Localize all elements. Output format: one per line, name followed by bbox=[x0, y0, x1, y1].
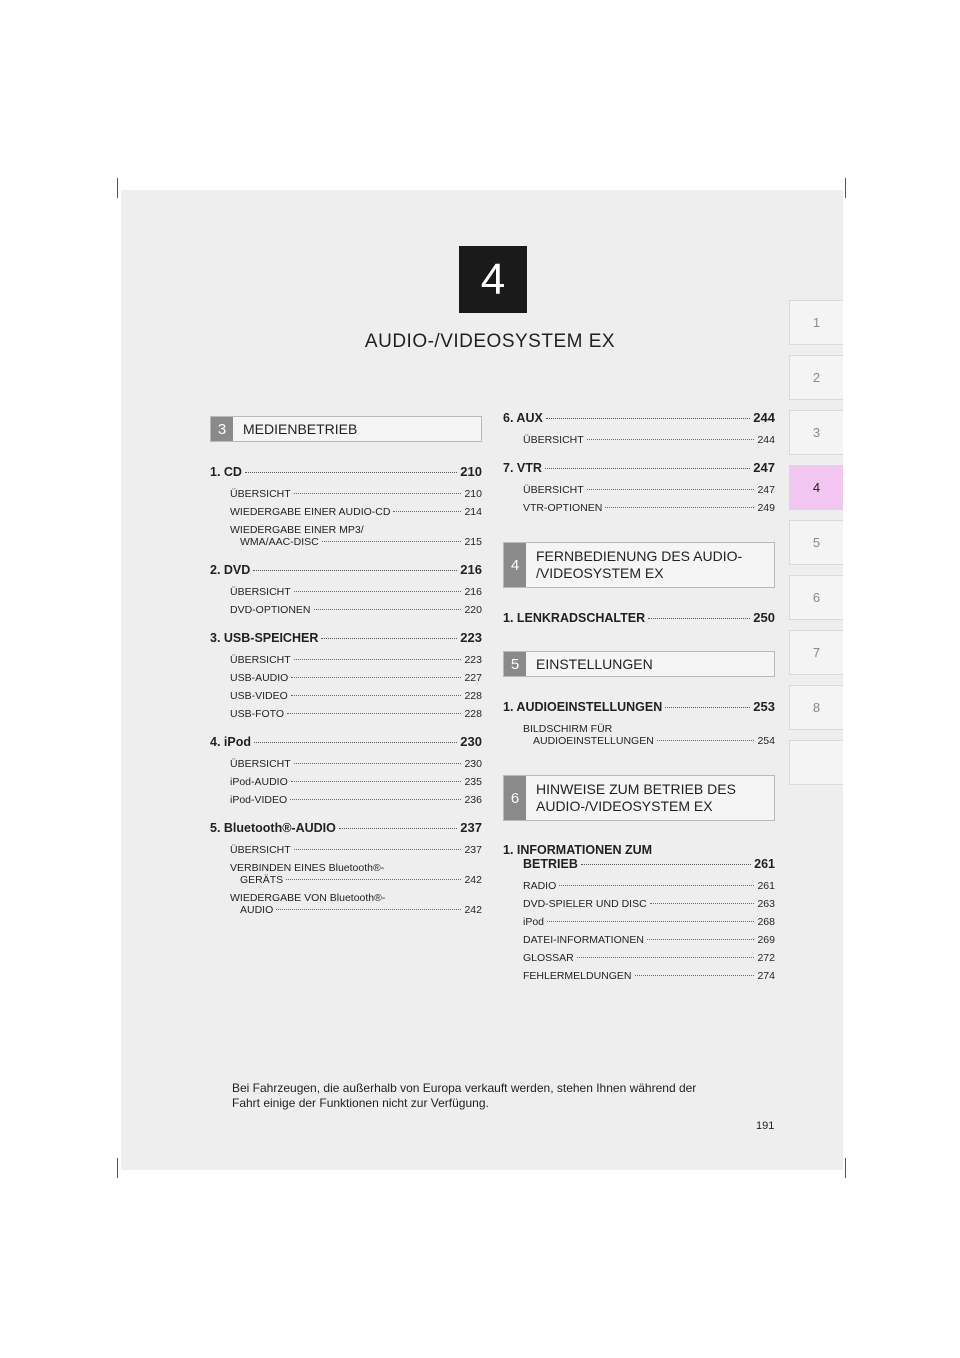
subentry-label: ÜBERSICHT bbox=[523, 434, 584, 446]
tab-4[interactable]: 4 bbox=[789, 465, 843, 510]
entry-label: 4. iPod bbox=[210, 735, 251, 749]
entry-page: 253 bbox=[753, 699, 775, 714]
toc-subentry[interactable] bbox=[523, 898, 775, 910]
entry-label-cont: BETRIEB bbox=[523, 857, 578, 871]
entry-page: 230 bbox=[460, 734, 482, 749]
toc-subentry[interactable] bbox=[230, 506, 482, 518]
crop-mark bbox=[117, 1158, 118, 1178]
subentry-label: iPod bbox=[523, 916, 545, 928]
subentry-page: 242 bbox=[464, 904, 482, 916]
subentry-page: 228 bbox=[464, 690, 482, 702]
crop-mark bbox=[845, 1158, 846, 1178]
tab-8[interactable]: 8 bbox=[789, 685, 843, 730]
toc-entry[interactable] bbox=[503, 610, 775, 625]
toc-subentry[interactable] bbox=[523, 970, 775, 982]
crop-mark bbox=[117, 178, 118, 198]
subentry-page: 216 bbox=[464, 586, 482, 598]
subentry-page: 247 bbox=[757, 484, 775, 496]
toc-subentry[interactable] bbox=[523, 934, 775, 946]
subentry-label: WIEDERGABE EINER MP3/ bbox=[230, 524, 364, 536]
subentry-label: iPod-VIDEO bbox=[230, 794, 288, 806]
page-number: 191 bbox=[756, 1120, 775, 1132]
subentry-label: DVD-SPIELER UND DISC bbox=[523, 898, 647, 910]
toc-entry[interactable] bbox=[210, 734, 482, 749]
tab-1[interactable]: 1 bbox=[789, 300, 843, 345]
subentry-label-cont: AUDIOEINSTELLUNGEN bbox=[533, 735, 654, 747]
subentry-page: 268 bbox=[757, 916, 775, 928]
subentry-label: VERBINDEN EINES Bluetooth®- bbox=[230, 862, 385, 874]
toc-subentry[interactable] bbox=[523, 484, 775, 496]
entry-page: 223 bbox=[460, 630, 482, 645]
toc-group-vtr bbox=[503, 460, 775, 514]
subentry-page: 244 bbox=[757, 434, 775, 446]
toc-entry[interactable] bbox=[210, 820, 482, 835]
entry-page: 261 bbox=[754, 857, 775, 871]
section-title-line1: FERNBEDIENUNG DES AUDIO- bbox=[536, 548, 743, 564]
entry-label: 1. INFORMATIONEN ZUM bbox=[503, 843, 653, 857]
subentry-page: 254 bbox=[757, 735, 775, 747]
tab-3[interactable]: 3 bbox=[789, 410, 843, 455]
entry-label: 6. AUX bbox=[503, 411, 543, 425]
toc-subentry[interactable] bbox=[523, 916, 775, 928]
toc-entry[interactable] bbox=[210, 562, 482, 577]
toc-subentry[interactable] bbox=[523, 502, 775, 514]
toc-subentry[interactable] bbox=[523, 723, 775, 747]
toc-group-aux bbox=[503, 410, 775, 446]
toc-entry[interactable] bbox=[210, 630, 482, 645]
subentry-page: 249 bbox=[757, 502, 775, 514]
subentry-page: 230 bbox=[464, 758, 482, 770]
subentry-page: 228 bbox=[464, 708, 482, 720]
toc-subentry[interactable] bbox=[230, 586, 482, 598]
crop-mark bbox=[845, 178, 846, 198]
toc-subentry[interactable] bbox=[230, 488, 482, 500]
subentry-label: iPod-AUDIO bbox=[230, 776, 288, 788]
left-column bbox=[210, 416, 482, 930]
toc-subentry[interactable] bbox=[230, 892, 482, 916]
entry-label: 5. Bluetooth®-AUDIO bbox=[210, 821, 336, 835]
subentry-page: 269 bbox=[757, 934, 775, 946]
subentry-label: WIEDERGABE EINER AUDIO-CD bbox=[230, 506, 391, 518]
subentry-page: 263 bbox=[757, 898, 775, 910]
section-number: 5 bbox=[504, 652, 526, 676]
toc-subentry[interactable] bbox=[230, 758, 482, 770]
toc-group-bluetooth bbox=[210, 820, 482, 916]
section-title bbox=[526, 543, 742, 587]
section-header-5 bbox=[503, 651, 775, 677]
section-title-line2: /VIDEOSYSTEM EX bbox=[536, 565, 664, 581]
subentry-page: 223 bbox=[464, 654, 482, 666]
subentry-page: 210 bbox=[464, 488, 482, 500]
toc-entry[interactable] bbox=[210, 464, 482, 479]
entry-label: 1. LENKRADSCHALTER bbox=[503, 611, 646, 625]
section-title: EINSTELLUNGEN bbox=[536, 655, 653, 672]
section-header-4 bbox=[503, 542, 775, 588]
toc-subentry[interactable] bbox=[230, 690, 482, 702]
entry-page: 210 bbox=[460, 464, 482, 479]
toc-subentry[interactable] bbox=[230, 604, 482, 616]
tab-7[interactable]: 7 bbox=[789, 630, 843, 675]
subentry-label: WIEDERGABE VON Bluetooth®- bbox=[230, 892, 386, 904]
subentry-label: USB-VIDEO bbox=[230, 690, 288, 702]
toc-group-ipod bbox=[210, 734, 482, 806]
tab-2[interactable]: 2 bbox=[789, 355, 843, 400]
subentry-label-cont: AUDIO bbox=[240, 904, 274, 916]
footnote-line1: Bei Fahrzeugen, die außerhalb von Europa verkauft werden, stehen Ihnen während der bbox=[232, 1081, 697, 1095]
entry-page: 250 bbox=[753, 610, 775, 625]
footnote bbox=[232, 1081, 772, 1111]
entry-label: 1. CD bbox=[210, 465, 242, 479]
toc-subentry[interactable] bbox=[230, 844, 482, 856]
toc-subentry[interactable] bbox=[230, 794, 482, 806]
subentry-page: 274 bbox=[757, 970, 775, 982]
section-title-line2: AUDIO-/VIDEOSYSTEM EX bbox=[536, 798, 713, 814]
entry-page: 247 bbox=[753, 460, 775, 475]
toc-subentry[interactable] bbox=[230, 776, 482, 788]
subentry-label: VTR-OPTIONEN bbox=[523, 502, 603, 514]
subentry-page: 242 bbox=[464, 874, 482, 886]
tab-6[interactable]: 6 bbox=[789, 575, 843, 620]
subentry-page: 235 bbox=[464, 776, 482, 788]
subentry-label: ÜBERSICHT bbox=[523, 484, 584, 496]
subentry-label: ÜBERSICHT bbox=[230, 844, 291, 856]
toc-entry[interactable] bbox=[503, 410, 775, 425]
toc-subentry[interactable] bbox=[523, 434, 775, 446]
section-header-6 bbox=[503, 775, 775, 821]
subentry-label: DATEI-INFORMATIONEN bbox=[523, 934, 644, 946]
section-title bbox=[526, 776, 736, 820]
entry-page: 216 bbox=[460, 562, 482, 577]
section-number: 6 bbox=[504, 776, 526, 820]
subentry-page: 214 bbox=[464, 506, 482, 518]
toc-group-usb bbox=[210, 630, 482, 720]
subentry-label: ÜBERSICHT bbox=[230, 654, 291, 666]
chapter-title: AUDIO-/VIDEOSYSTEM EX bbox=[364, 331, 616, 352]
toc-entry[interactable] bbox=[503, 699, 775, 714]
section-number: 3 bbox=[211, 417, 233, 441]
subentry-page: 227 bbox=[464, 672, 482, 684]
right-column bbox=[503, 410, 775, 988]
toc-subentry[interactable] bbox=[230, 708, 482, 720]
toc-subentry[interactable] bbox=[230, 862, 482, 886]
subentry-label: FEHLERMELDUNGEN bbox=[523, 970, 632, 982]
section-number: 4 bbox=[504, 543, 526, 587]
toc-entry[interactable] bbox=[503, 460, 775, 475]
tab-blank[interactable] bbox=[789, 740, 843, 785]
section-header-3 bbox=[210, 416, 482, 442]
subentry-label: BILDSCHIRM FÜR bbox=[523, 723, 613, 735]
subentry-page: 261 bbox=[757, 880, 775, 892]
toc-subentry[interactable] bbox=[230, 654, 482, 666]
toc-subentry[interactable] bbox=[523, 880, 775, 892]
subentry-page: 215 bbox=[464, 536, 482, 548]
subentry-label: DVD-OPTIONEN bbox=[230, 604, 311, 616]
toc-subentry[interactable] bbox=[230, 524, 482, 548]
subentry-label: ÜBERSICHT bbox=[230, 758, 291, 770]
subentry-page: 272 bbox=[757, 952, 775, 964]
subentry-page: 236 bbox=[464, 794, 482, 806]
section-title-line1: HINWEISE ZUM BETRIEB DES bbox=[536, 781, 736, 797]
subentry-label: RADIO bbox=[523, 880, 557, 892]
entry-label: 2. DVD bbox=[210, 563, 251, 577]
entry-page: 237 bbox=[460, 820, 482, 835]
toc-subentry[interactable] bbox=[230, 672, 482, 684]
subentry-label: USB-AUDIO bbox=[230, 672, 289, 684]
toc-group-cd bbox=[210, 464, 482, 548]
toc-subentry[interactable] bbox=[523, 952, 775, 964]
tab-5[interactable]: 5 bbox=[789, 520, 843, 565]
subentry-page: 220 bbox=[464, 604, 482, 616]
entry-label: 1. AUDIOEINSTELLUNGEN bbox=[503, 700, 663, 714]
subentry-label: ÜBERSICHT bbox=[230, 488, 291, 500]
chapter-tabs bbox=[789, 300, 843, 795]
subentry-page: 237 bbox=[464, 844, 482, 856]
subentry-label: ÜBERSICHT bbox=[230, 586, 291, 598]
entry-label: 7. VTR bbox=[503, 461, 542, 475]
toc-group-dvd bbox=[210, 562, 482, 616]
entry-label: 3. USB-SPEICHER bbox=[210, 631, 319, 645]
section-title: MEDIENBETRIEB bbox=[243, 420, 358, 437]
subentry-label: GLOSSAR bbox=[523, 952, 574, 964]
chapter-number: 4 bbox=[459, 246, 527, 313]
toc-entry[interactable] bbox=[503, 843, 775, 871]
subentry-label-cont: WMA/AAC-DISC bbox=[240, 536, 319, 548]
subentry-label: USB-FOTO bbox=[230, 708, 285, 720]
subentry-label-cont: GERÄTS bbox=[240, 874, 284, 886]
footnote-line2: Fahrt einige der Funktionen nicht zur Verfügung. bbox=[232, 1096, 489, 1110]
entry-page: 244 bbox=[753, 410, 775, 425]
